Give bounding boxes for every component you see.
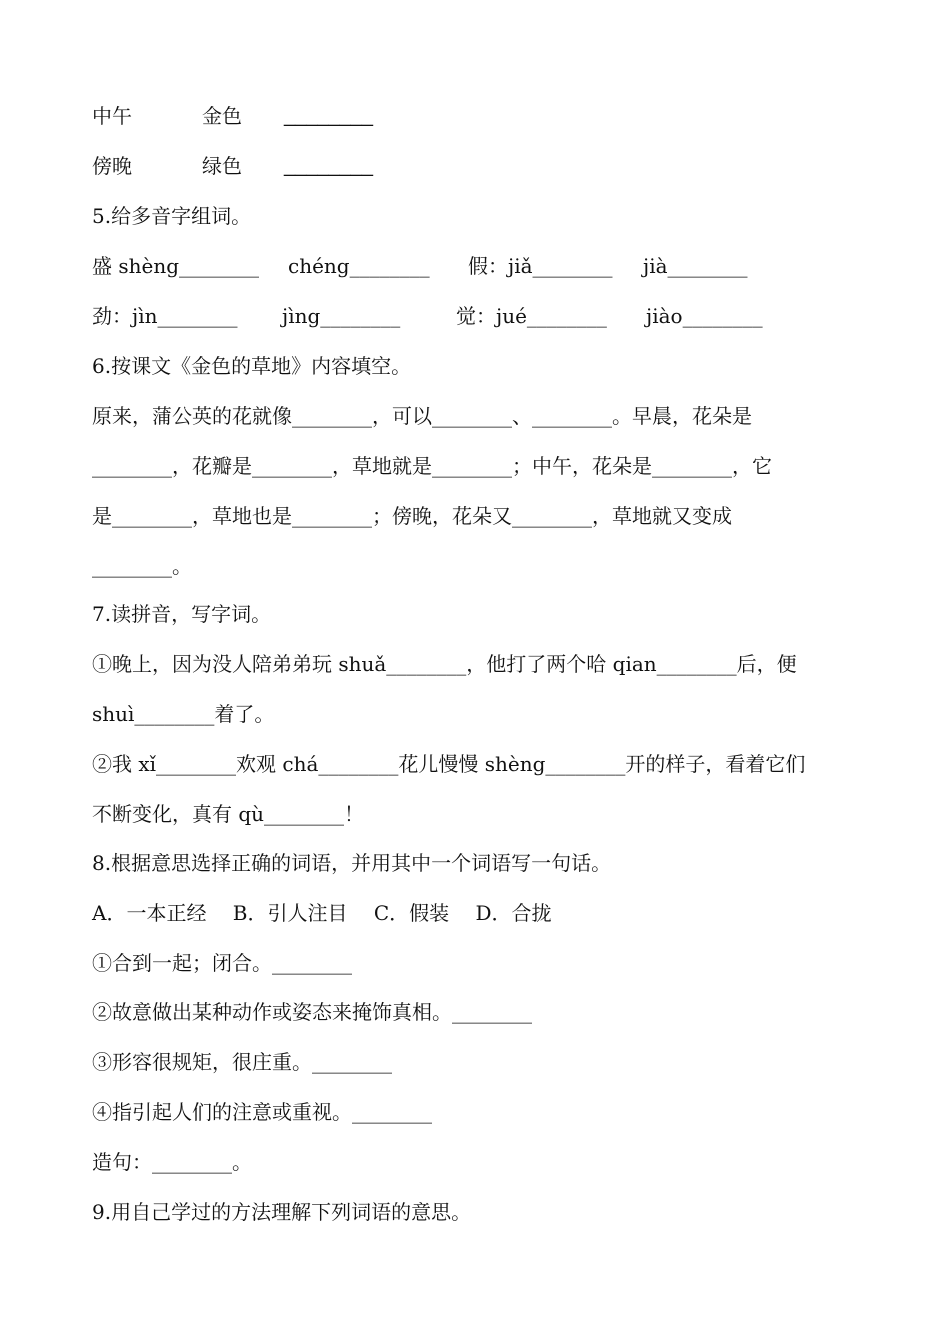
q5-title: 5.给多音字组词。 [92, 204, 252, 228]
q6-line: ________。 [92, 554, 192, 578]
q7-line: ②我 xǐ________欢观 chá________花儿慢慢 shèng________开的样子，看着它们 [92, 752, 806, 776]
q8-item: ②故意做出某种动作或姿态来掩饰真相。________ [92, 1000, 532, 1024]
q5-row-2 [92, 300, 870, 332]
polyphone-item: chéng________ [288, 254, 430, 278]
polyphone-item: 假：jiǎ________ [468, 254, 613, 278]
color-label: 金色 [202, 104, 242, 128]
q6-line: ________，花瓣是________，草地就是________；中午，花朵是________，它 [92, 454, 772, 478]
q8-sentence: 造句：________。 [92, 1150, 252, 1174]
match-row-evening [92, 150, 870, 182]
q6-line: 是________，草地也是________；傍晚，花朵又________，草地就又变成 [92, 504, 732, 528]
match-row-noon [92, 100, 870, 132]
polyphone-item: jiào________ [646, 304, 763, 328]
polyphone-item: jìng________ [282, 304, 401, 328]
answer-blank: ________ [284, 105, 373, 127]
answer-blank: ________ [284, 155, 373, 177]
color-label: 绿色 [202, 154, 242, 178]
q6-line: 原来，蒲公英的花就像________，可以________、________。早晨，花朵是 [92, 404, 752, 428]
q8-options: A．一本正经 B．引人注目 C．假装 D．合拢 [92, 901, 552, 925]
time-label: 傍晚 [92, 154, 132, 178]
q8-item: ④指引起人们的注意或重视。________ [92, 1100, 432, 1124]
time-label: 中午 [92, 104, 132, 128]
q7-line: ①晚上，因为没人陪弟弟玩 shuǎ________，他打了两个哈 qian________后，便 [92, 652, 797, 676]
polyphone-item: 觉：jué________ [456, 304, 607, 328]
q7-title: 7.读拼音，写字词。 [92, 602, 272, 626]
q8-item: ③形容很规矩，很庄重。________ [92, 1050, 392, 1074]
q7-line: shuì________着了。 [92, 702, 275, 726]
q8-item: ①合到一起；闭合。________ [92, 951, 352, 975]
polyphone-item: 盛 shèng________ [92, 254, 260, 278]
q6-title: 6.按课文《金色的草地》内容填空。 [92, 354, 412, 378]
q8-title: 8.根据意思选择正确的词语，并用其中一个词语写一句话。 [92, 851, 612, 875]
q7-line: 不断变化，真有 qù________！ [92, 802, 365, 826]
polyphone-item: 劲：jìn________ [92, 304, 238, 328]
q9-title: 9.用自己学过的方法理解下列词语的意思。 [92, 1200, 472, 1224]
polyphone-item: jià________ [643, 254, 748, 278]
q5-row-1 [92, 250, 870, 282]
